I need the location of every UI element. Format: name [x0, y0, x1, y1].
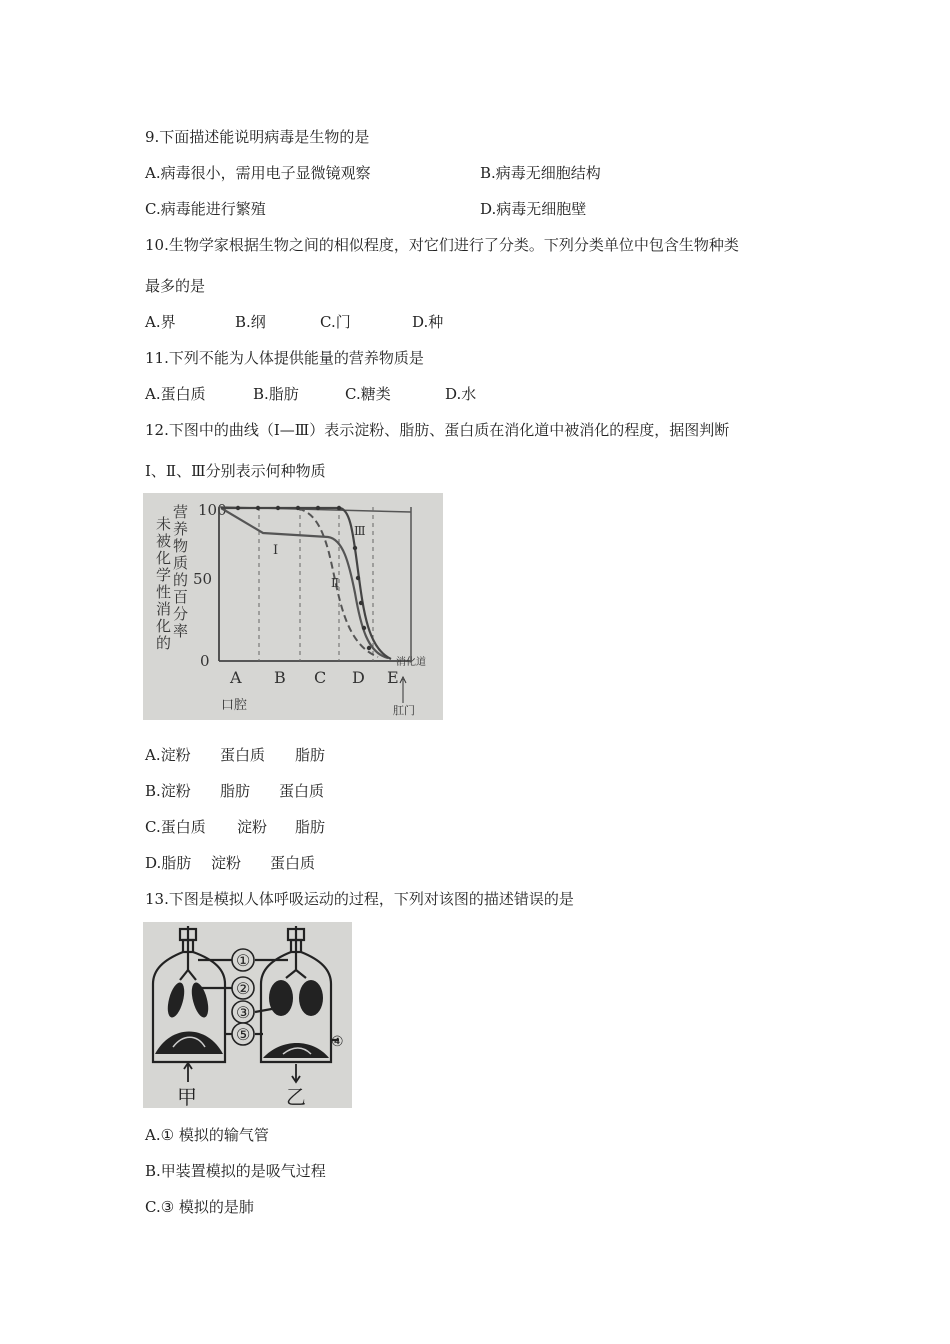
q12-option-d [145, 853, 315, 873]
anus-label: 肛门 [393, 704, 415, 717]
q12-a-1: A.淀粉 [145, 746, 191, 764]
digestion-curve-svg [143, 493, 443, 720]
x-tick-a: A [230, 668, 242, 687]
breathing-model-svg [143, 922, 352, 1108]
curve-label-ii: Ⅱ [331, 576, 340, 590]
curve-label-iii: Ⅲ [354, 524, 366, 538]
x-tick-c: C [314, 668, 327, 687]
q10-option-d: D.种 [412, 313, 444, 331]
q9-option-c: C.病毒能进行繁殖 [145, 200, 266, 218]
label-yi: 乙 [286, 1085, 306, 1108]
q10-stem-line2: 最多的是 [145, 277, 206, 295]
x-tick-d: D [352, 668, 365, 687]
q12-stem-line2: Ⅰ、Ⅱ、Ⅲ分别表示何种物质 [145, 462, 326, 480]
diaphragm-yi [263, 1043, 329, 1058]
q12-b-2: 脂肪 [220, 782, 251, 800]
q11-options [145, 384, 476, 404]
y-axis-label-col1: 未被化学性消化的 [156, 515, 172, 652]
q12-d-3: 蛋白质 [270, 854, 316, 872]
q13-option-c: C.③ 模拟的是肺 [145, 1198, 254, 1216]
q12-b-1: B.淀粉 [145, 782, 191, 800]
q10-option-c: C.门 [320, 313, 351, 331]
label-n2: ② [236, 979, 251, 998]
q12-c-3: 脂肪 [295, 818, 326, 836]
q12-option-a [145, 745, 325, 765]
q11-option-c: C.糖类 [345, 385, 391, 403]
y-tick-100: 100 [198, 501, 227, 519]
q10-options [145, 312, 443, 332]
q12-c-1: C.蛋白质 [145, 818, 206, 836]
y-tick-0: 0 [200, 652, 210, 670]
q12-b-3: 蛋白质 [279, 782, 325, 800]
q11-option-a: A.蛋白质 [145, 385, 206, 403]
label-n3: ③ [236, 1003, 251, 1022]
diaphragm-jia [155, 1032, 223, 1055]
label-n4: ④ [331, 1034, 344, 1050]
q11-option-d: D.水 [445, 385, 477, 403]
y-axis-label-col2: 营养物质的百分率 [173, 503, 189, 640]
q13-stem: 13.下图是模拟人体呼吸运动的过程，下列对该图的描述错误的是 [145, 890, 574, 908]
q12-d-2: 淀粉 [211, 854, 242, 872]
q12-option-b [145, 781, 324, 801]
label-n5: ⑤ [236, 1025, 251, 1044]
q12-a-2: 蛋白质 [220, 746, 266, 764]
q10-option-a: A.界 [145, 313, 176, 331]
q10-stem-line1: 10.生物学家根据生物之间的相似程度，对它们进行了分类。下列分类单位中包含生物种类 [145, 236, 739, 254]
x-tick-e: E [387, 668, 399, 687]
q12-d-1: D.脂肪 [145, 854, 192, 872]
digestion-curve-figure [143, 493, 443, 720]
q9-stem: 9.下面描述能说明病毒是生物的是 [145, 128, 370, 146]
q12-option-c [145, 817, 325, 837]
q10-option-b: B.纲 [235, 313, 266, 331]
q12-a-3: 脂肪 [295, 746, 326, 764]
lung-left-yi [269, 980, 293, 1016]
tract-label: 消化道 [396, 657, 426, 668]
curve-label-i: Ⅰ [273, 543, 279, 558]
y-tick-50: 50 [193, 570, 213, 588]
x-tick-b: B [274, 668, 286, 687]
lung-left-jia [165, 981, 188, 1019]
mouth-label: 口腔 [221, 698, 248, 713]
q9-option-d: D.病毒无细胞壁 [480, 200, 587, 218]
q9-option-b: B.病毒无细胞结构 [480, 164, 601, 182]
q13-option-a: A.① 模拟的输气管 [145, 1126, 269, 1144]
label-n1: ① [236, 951, 251, 970]
q13-option-b: B.甲装置模拟的是吸气过程 [145, 1162, 326, 1180]
q12-stem-line1: 12.下图中的曲线（Ⅰ—Ⅲ）表示淀粉、脂肪、蛋白质在消化道中被消化的程度，据图判断 [145, 421, 730, 439]
label-jia: 甲 [177, 1085, 197, 1108]
lung-right-jia [189, 981, 212, 1019]
breathing-model-figure [143, 922, 352, 1108]
q11-stem: 11.下列不能为人体提供能量的营养物质是 [145, 349, 424, 367]
lung-right-yi [299, 980, 323, 1016]
q12-c-2: 淀粉 [237, 818, 268, 836]
q11-option-b: B.脂肪 [253, 385, 299, 403]
q9-option-a: A.病毒很小，需用电子显微镜观察 [145, 164, 371, 182]
